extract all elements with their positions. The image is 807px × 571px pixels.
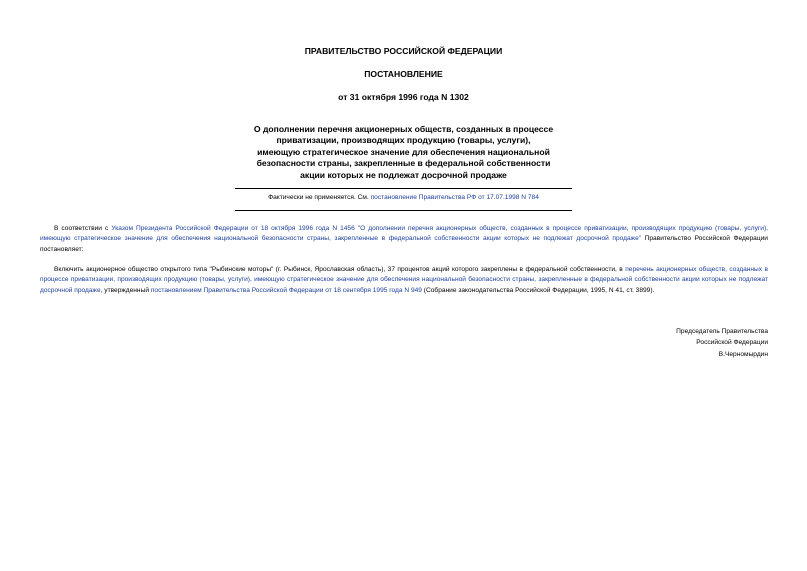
paragraph-resolution — [40, 265, 768, 296]
paragraph-text: (Собрание законодательства Российской Федерации, 1995, N 41, ст. 3899). — [421, 286, 655, 294]
paragraph-text: Правительство Российской Федерации постановляет: — [40, 235, 768, 253]
title-line: приватизации, производящих продукцию (товары, услуги), — [276, 135, 531, 146]
divider-bottom — [235, 210, 572, 211]
signature-name: В.Черномырдин — [718, 350, 768, 358]
paragraph-text: , утвержденный — [100, 286, 151, 294]
document-title — [200, 124, 607, 181]
signature-position: Председатель Правительства — [676, 328, 768, 335]
list-link[interactable]: перечень акционерных обществ, созданных в процессе приватизации, производящих продукцию (товары, услуги), имеющую стратегическое значение для обеспечения национальной безопасности страны, закрепленные в федеральной собственности акции которых не подлежат досрочной продаже — [40, 266, 769, 294]
paragraph-text: Включить акционерное общество открытого типа "Рыбинские моторы" (г. Рыбинск, Ярославская область), 37 процентов акций которого закреплены в федеральной собственности, в — [54, 266, 626, 273]
decree-link[interactable]: Указом Президента Российской Федерации от 18 октября 1996 года N 1456 "О дополнении перечня акционерных обществ, созданных в процессе приватизации, производящих продукцию (товары, услуги), имеющую стратегическое значение для обеспечения национальной безопасности страны, закрепленные в федеральной собственности акции которых не подлежат досрочной продаже" — [40, 225, 768, 243]
government-heading: ПРАВИТЕЛЬСТВО РОССИЙСКОЙ ФЕДЕРАЦИИ — [304, 46, 503, 56]
resolution-949-link[interactable]: постановлением Правительства Российской Федерации от 18 сентября 1995 года N 949 — [150, 286, 422, 294]
divider-top — [235, 188, 572, 189]
title-line: безопасности страны, закрепленные в федеральной собственности — [256, 158, 551, 169]
title-line: имеющую стратегическое значение для обеспечения национальной — [257, 146, 550, 157]
document-kind-heading: ПОСТАНОВЛЕНИЕ — [364, 69, 443, 79]
paragraph-preamble — [40, 224, 768, 255]
status-note-link[interactable]: постановление Правительства РФ от 17.07.1998 N 784 — [370, 194, 539, 201]
status-note — [200, 193, 607, 203]
paragraph-text: В соответствии с — [54, 225, 112, 232]
title-line: О дополнении перечня акционерных обществ, созданных в процессе — [253, 124, 554, 134]
status-note-text: Фактически не применяется. См. — [268, 194, 371, 201]
signature-block — [676, 326, 768, 360]
document-date-number: от 31 октября 1996 года N 1302 — [338, 92, 469, 102]
title-line: акции которых не подлежат досрочной продаже — [300, 169, 507, 180]
signature-position-continued: Российской Федерации — [696, 339, 768, 347]
